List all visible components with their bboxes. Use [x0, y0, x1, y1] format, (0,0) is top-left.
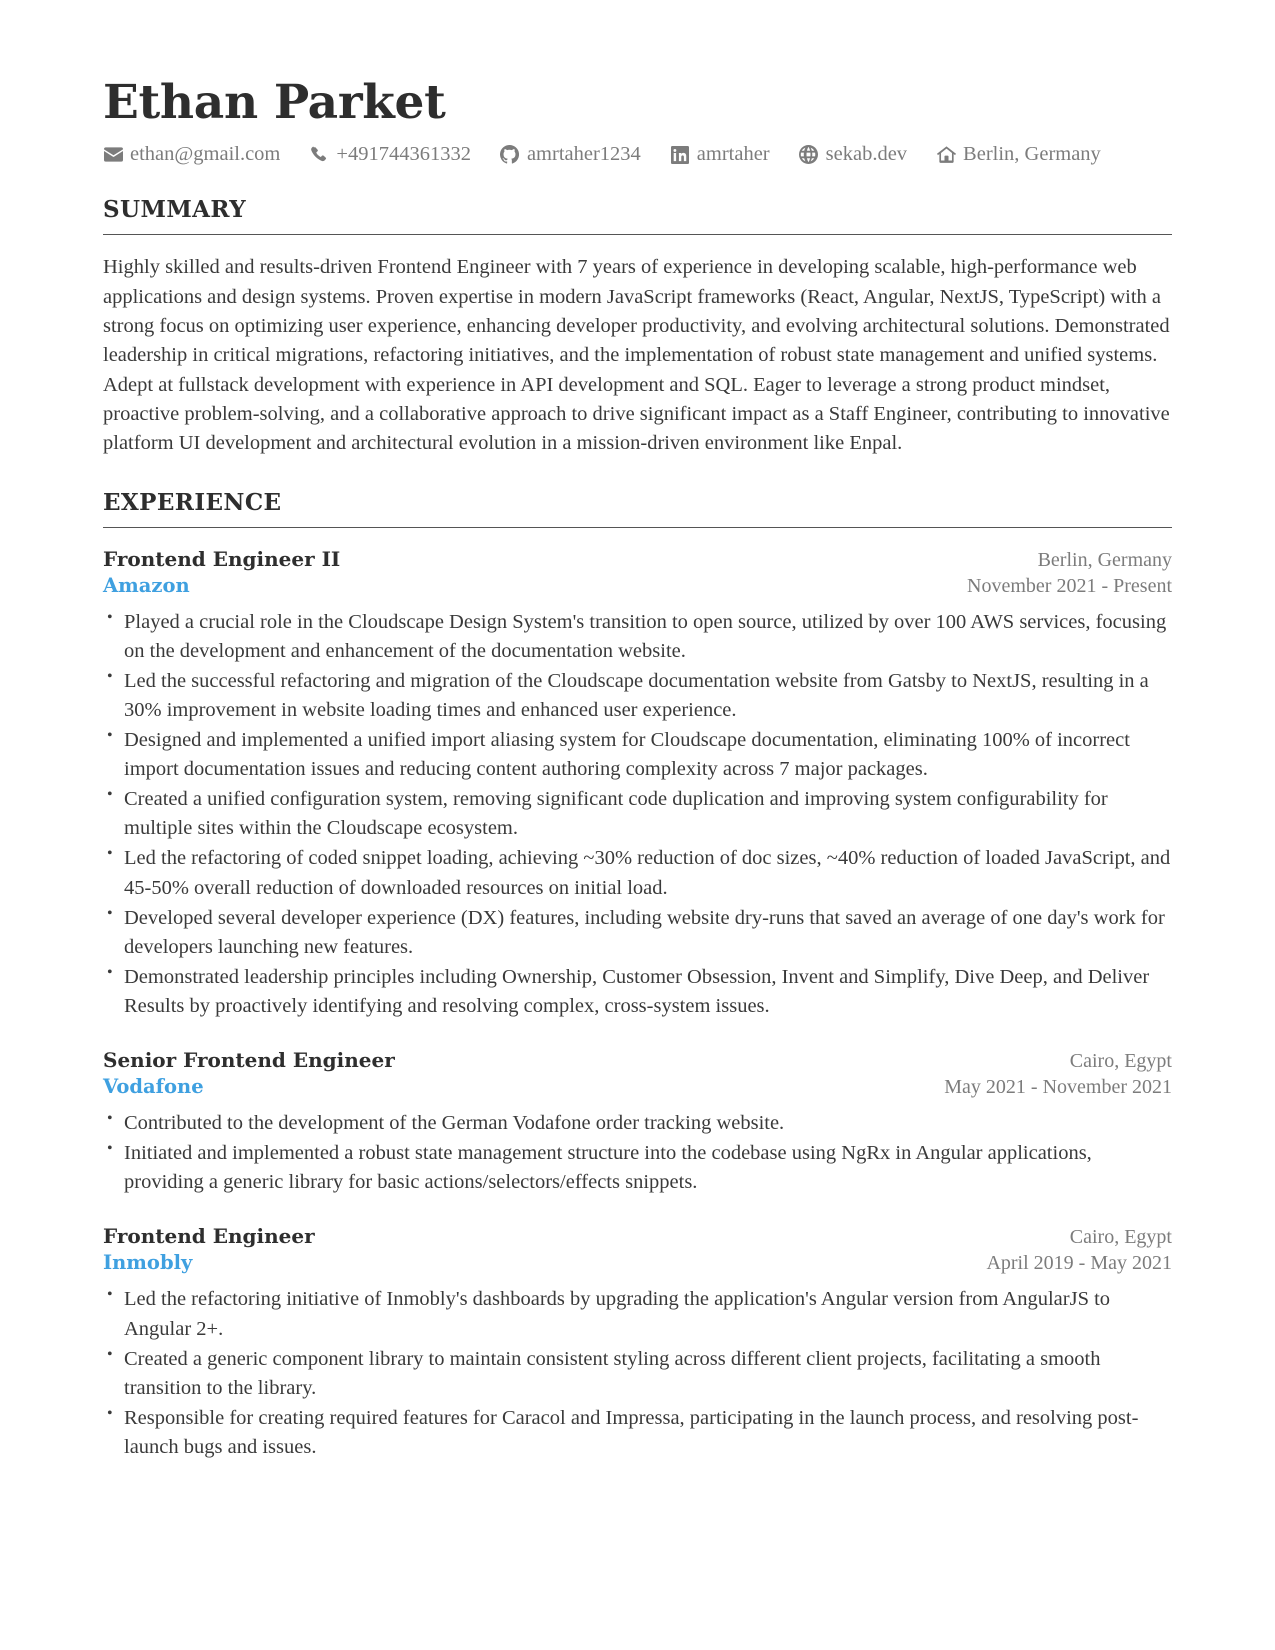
contact-website[interactable] [799, 143, 907, 166]
contact-github-label: amrtaher1234 [526, 143, 641, 166]
job-title: Senior Frontend Engineer [103, 1048, 395, 1073]
experience-entry-subheader [103, 573, 1172, 599]
contact-website-label: sekab.dev [825, 143, 908, 166]
job-bullet: • Led the refactoring of coded snippet loading, achieving ~30% reduction of doc sizes, ~40% reduction of loaded JavaScript, and 45-50% overall reduction of downloaded resources on initial load. [103, 844, 1172, 902]
job-title: Frontend Engineer [103, 1224, 315, 1249]
summary-section [103, 196, 1172, 458]
contact-location-label: Berlin, Germany [963, 143, 1101, 166]
experience-entry [103, 1223, 1172, 1462]
job-title: Frontend Engineer II [103, 546, 341, 571]
candidate-name: Ethan Parket [103, 75, 446, 130]
job-dates: November 2021 - Present [967, 574, 1172, 597]
contact-row [103, 143, 1172, 166]
contact-linkedin-label: amrtaher [696, 143, 770, 166]
summary-text: Highly skilled and results-driven Frontend Engineer with 7 years of experience in developing scalable, high-performance web applications and design systems. Proven expertise in modern JavaScript frameworks (React, Angular, NextJS, TypeScript) with a strong focus on optimizing user experience, enhancing developer productivity, and evolving architectural solutions. Demonstrated leadership in critical migrations, refactoring initiatives, and the implementation of robust state management and unified systems. Adept at fullstack development with experience in API development and SQL. Eager to leverage a strong product mindset, proactive problem-solving, and a collaborative approach to drive significant impact as a Staff Engineer, contributing to innovative platform UI development and architectural evolution in a mission-driven environment like Enpal. [103, 256, 1170, 455]
job-bullet-list [103, 1109, 1172, 1197]
job-bullet: • Led the refactoring initiative of Inmobly's dashboards by upgrading the application's Angular version from AngularJS to Angular 2+. [103, 1285, 1172, 1343]
home-icon [936, 145, 956, 165]
envelope-icon [103, 145, 123, 165]
job-bullet: • Demonstrated leadership principles including Ownership, Customer Obsession, Invent and Simplify, Dive Deep, and Deliver Results by proactively identifying and resolving complex, cross-system issues. [103, 963, 1172, 1021]
job-location: Cairo, Egypt [1069, 1050, 1172, 1073]
resume-header [103, 75, 1172, 166]
job-location: Cairo, Egypt [1069, 1226, 1172, 1249]
job-bullet: • Played a crucial role in the Cloudscape Design System's transition to open source, utilized by over 100 AWS services, focusing on the development and enhancement of the documentation website. [103, 608, 1172, 666]
experience-divider [103, 527, 1172, 528]
job-bullet: • Responsible for creating required features for Caracol and Impressa, participating in the launch process, and resolving post-launch bugs and issues. [103, 1404, 1172, 1462]
experience-entry-subheader [103, 1250, 1172, 1276]
contact-phone-label: +491744361332 [336, 143, 471, 166]
summary-divider [103, 234, 1172, 235]
contact-linkedin[interactable] [670, 143, 770, 166]
job-bullet: • Initiated and implemented a robust state management structure into the codebase using NgRx in Angular applications, providing a generic library for basic actions/selectors/effects snippets. [103, 1139, 1172, 1197]
experience-entry-header [103, 1223, 1172, 1250]
experience-entry [103, 1047, 1172, 1197]
contact-email[interactable] [103, 143, 280, 166]
experience-entry-subheader [103, 1074, 1172, 1100]
linkedin-icon [670, 145, 690, 165]
experience-list [103, 546, 1172, 1463]
contact-phone[interactable] [309, 143, 471, 166]
job-company[interactable]: Amazon [103, 573, 190, 597]
job-dates: May 2021 - November 2021 [944, 1076, 1172, 1099]
job-bullet: • Contributed to the development of the German Vodafone order tracking website. [103, 1109, 1172, 1138]
experience-entry-header [103, 1047, 1172, 1074]
globe-icon [799, 145, 819, 165]
job-bullet: • Created a generic component library to maintain consistent styling across different client projects, facilitating a smooth transition to the library. [103, 1345, 1172, 1403]
job-bullet: • Developed several developer experience (DX) features, including website dry-runs that saved an average of one day's work for developers launching new features. [103, 904, 1172, 962]
experience-entry [103, 546, 1172, 1022]
experience-entry-header [103, 546, 1172, 573]
summary-title: SUMMARY [103, 196, 247, 224]
job-company[interactable]: Inmobly [103, 1251, 193, 1275]
phone-icon [309, 145, 329, 165]
experience-title: EXPERIENCE [103, 488, 282, 516]
job-bullet-list [103, 1285, 1172, 1462]
job-location: Berlin, Germany [1037, 548, 1172, 571]
job-bullet-list [103, 608, 1172, 1022]
job-dates: April 2019 - May 2021 [986, 1252, 1172, 1275]
contact-location [936, 143, 1101, 166]
job-bullet: • Designed and implemented a unified import aliasing system for Cloudscape documentation, eliminating 100% of incorrect import documentation issues and reducing content authoring complexity across 7 major packages. [103, 726, 1172, 784]
github-icon [500, 145, 520, 165]
job-bullet: • Led the successful refactoring and migration of the Cloudscape documentation website from Gatsby to NextJS, resulting in a 30% improvement in website loading times and enhanced user experience. [103, 667, 1172, 725]
job-company[interactable]: Vodafone [103, 1075, 204, 1099]
experience-section [103, 489, 1172, 1463]
job-bullet: • Created a unified configuration system, removing significant code duplication and improving system configurability for multiple sites within the Cloudscape ecosystem. [103, 785, 1172, 843]
contact-email-label: ethan@gmail.com [130, 143, 281, 166]
contact-github[interactable] [500, 143, 641, 166]
